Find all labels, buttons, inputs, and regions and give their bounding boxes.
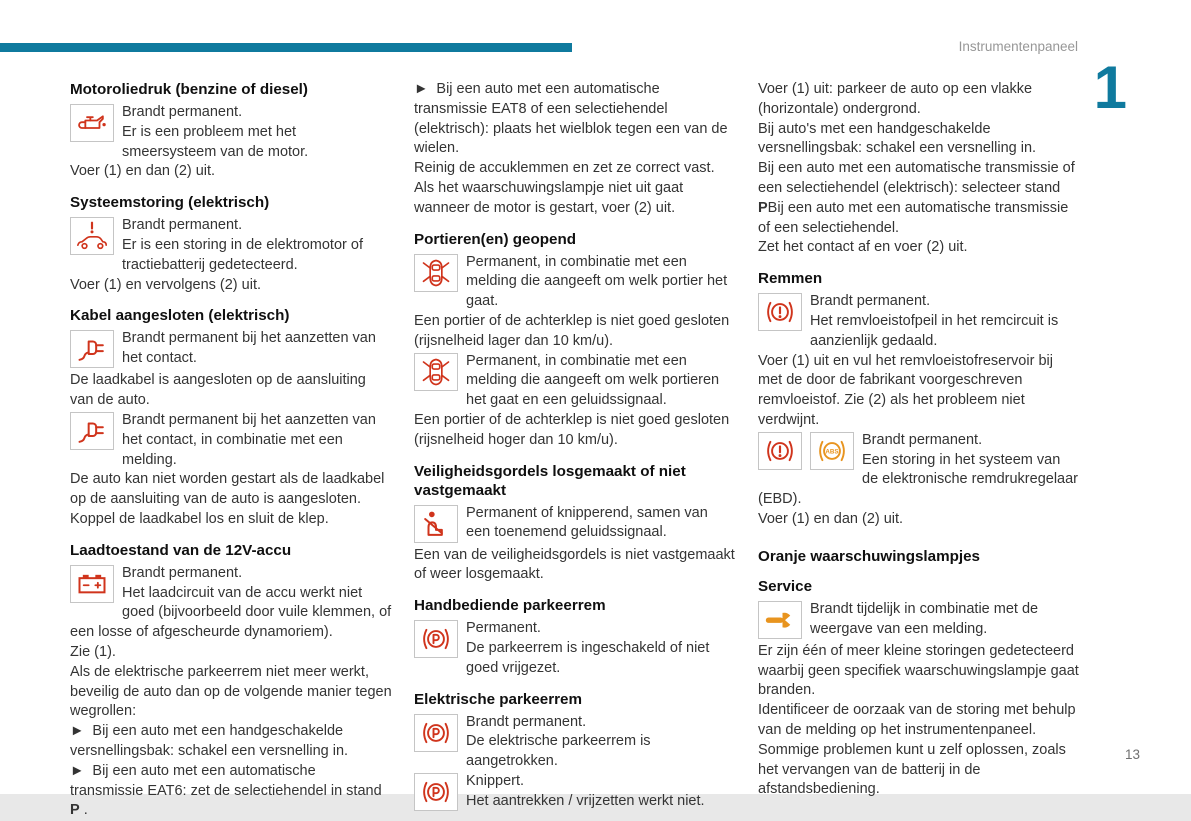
text-block xyxy=(758,80,1080,258)
text-block xyxy=(70,564,392,643)
text-block xyxy=(414,312,736,352)
text-block xyxy=(70,329,392,369)
text-block xyxy=(758,431,1080,510)
paragraph-text: Brandt permanent bij het aanzetten van het contact. xyxy=(122,330,376,367)
section-heading: Motoroliedruk (benzine of diesel) xyxy=(70,81,308,98)
text-block xyxy=(414,504,736,544)
svg-text:ABS: ABS xyxy=(825,448,839,456)
text-block xyxy=(70,371,392,411)
battery-charge-icon xyxy=(70,565,114,603)
section-heading: Handbediende parkeerrem xyxy=(414,597,606,615)
text-block xyxy=(414,546,736,586)
door-open-icon xyxy=(414,254,458,292)
text-block xyxy=(70,643,392,821)
text-block xyxy=(70,276,392,296)
paragraph-text: Voer (1) uit en vul het remvloeistofreservoir bij met de door de fabrikant voorgeschreven remvloeistof. Zie (2) als het probleem niet verdwijnt. xyxy=(758,352,1053,428)
text-block xyxy=(414,80,736,219)
text-block xyxy=(70,411,392,470)
text-block xyxy=(70,470,392,529)
paragraph-text: Een van de veiligheidsgordels is niet vastgemaakt of weer losgemaakt. xyxy=(414,546,735,583)
text-block xyxy=(758,352,1080,431)
text-column xyxy=(70,80,392,821)
paragraph-text: De auto kan niet worden gestart als de laadkabel op de aansluiting van de auto is aangesloten. Koppel de laadkabel los en sluit de klep. xyxy=(70,471,385,527)
paragraph-text: Een portier of de achterklep is niet goed gesloten (rijsnelheid hoger dan 10 km/u). xyxy=(414,411,730,448)
section-heading: Elektrische parkeerrem xyxy=(414,690,583,708)
parking-brake-icon xyxy=(414,714,458,752)
parking-brake-icon xyxy=(414,773,458,811)
brake-warning-icon xyxy=(758,432,802,470)
text-block xyxy=(414,352,736,411)
paragraph-text: Voer (1) en dan (2) uit. xyxy=(70,163,216,180)
paragraph-text: Permanent, in combinatie met een melding die aangeeft om welk portieren het gaat en een geluidssignaal. xyxy=(466,352,720,409)
page-number: 13 xyxy=(1124,747,1140,762)
ev-system-fault-icon xyxy=(70,217,114,255)
charging-cable-icon xyxy=(70,412,114,450)
abs-icon xyxy=(810,432,854,470)
paragraph-text: Brandt permanent. Het laadcircuit van de accu werkt niet goed (bijvoorbeeld door vuile klemmen, of een losse of afgescheurde dynamoriem). xyxy=(70,564,392,641)
section-heading: Portieren(en) geopend xyxy=(414,230,577,248)
columns xyxy=(70,80,1082,821)
paragraph-text: ► Bij een auto met een automatische transmissie EAT8 of een selectiehendel (elektrisch): plaats het wielblok tegen een van de wielen. Reinig de accuklemmen en zet ze correct vast. Als het waarschuwingslampje niet uit gaat wanneer de motor is gestart, voer (2) uit. xyxy=(414,81,728,216)
paragraph-text: Permanent of knipperend, samen van een toenemend geluidssignaal. xyxy=(466,504,708,541)
paragraph-text: Permanent, in combinatie met een melding die aangeeft om welk portier het gaat. xyxy=(466,253,728,310)
section-heading: Laadtoestand van de 12V-accu xyxy=(70,541,292,559)
seatbelt-icon xyxy=(414,505,458,543)
section-heading: Systeemstoring (elektrisch) xyxy=(70,194,270,212)
paragraph-text: De laadkabel is aangesloten op de aansluiting van de auto. xyxy=(70,372,366,409)
text-block xyxy=(414,772,736,812)
paragraph-text: Voer (1) uit: parkeer de auto op een vlakke (horizontale) ondergrond. Bij auto's met een handgeschakelde versnellingsbak: schakel een versnelling in. Bij een auto met een automatische transmissie of een selectiehendel (elektrisch): selecteer stand PBij een auto met een automatische transmissie of een selectiehendel. Zet het contact af en voer (2) uit. xyxy=(758,81,1075,256)
brake-warning-icon xyxy=(758,293,802,331)
paragraph-text: Knippert. Het aantrekken / vrijzetten werkt niet. xyxy=(466,772,705,809)
text-block xyxy=(758,292,1080,351)
door-open-icon xyxy=(414,353,458,391)
text-block xyxy=(70,162,392,182)
group-heading: Oranje waarschuwingslampjes xyxy=(758,547,980,565)
text-block xyxy=(758,600,1080,640)
text-block xyxy=(70,216,392,275)
text-block xyxy=(758,510,1080,530)
paragraph-text: Brandt permanent. Er is een storing in de elektromotor of tractiebatterij gedetecteerd. xyxy=(122,217,363,273)
section-heading: Service xyxy=(758,577,813,595)
text-block xyxy=(414,619,736,678)
paragraph-text: Brandt permanent. De elektrische parkeerrem is aangetrokken. xyxy=(466,713,651,770)
text-block xyxy=(414,713,736,772)
paragraph-text: Brandt permanent. Het remvloeistofpeil in het remcircuit is aanzienlijk gedaald. xyxy=(810,293,1059,349)
text-block xyxy=(70,103,392,162)
paragraph-text: Brandt tijdelijk in combinatie met de weergave van een melding. xyxy=(810,600,1039,637)
paragraph-text: Brandt permanent bij het aanzetten van het contact, in combinatie met een melding. xyxy=(122,411,376,468)
paragraph-text: Voer (1) en dan (2) uit. xyxy=(758,510,904,527)
section-heading: Veiligheidsgordels losgemaakt of niet vastgemaakt xyxy=(414,462,686,499)
paragraph-text: Een portier of de achterklep is niet goed gesloten (rijsnelheid lager dan 10 km/u). xyxy=(414,312,730,349)
running-header: Instrumentenpaneel xyxy=(958,39,1078,54)
parking-brake-icon xyxy=(414,620,458,658)
service-wrench-icon xyxy=(758,601,802,639)
charging-cable-icon xyxy=(70,330,114,368)
text-column xyxy=(414,80,736,821)
text-block xyxy=(414,253,736,312)
text-column xyxy=(758,80,1080,821)
chapter-number: 1 xyxy=(1093,54,1125,121)
paragraph-text: Zie (1). Als de elektrische parkeerrem niet meer werkt, beveilig de auto dan op de volgende manier tegen wegrollen: ► Bij een auto met een handgeschakelde versnellingsbak: schakel een versnelling in. ► Bij een auto met een automatische transmissie EAT6: zet de selectiehendel in stand P . xyxy=(70,643,392,819)
section-heading: Remmen xyxy=(758,270,823,288)
text-block xyxy=(758,642,1080,800)
paragraph-text: Voer (1) en vervolgens (2) uit. xyxy=(70,276,262,293)
paragraph-text: Permanent. De parkeerrem is ingeschakeld of niet goed vrijgezet. xyxy=(466,620,710,676)
paragraph-text: Brandt permanent. Er is een probleem met het smeersysteem van de motor. xyxy=(122,104,309,160)
text-block xyxy=(414,411,736,451)
section-heading: Kabel aangesloten (elektrisch) xyxy=(70,307,290,325)
oil-pressure-icon xyxy=(70,104,114,142)
paragraph-text: Er zijn één of meer kleine storingen gedetecteerd waarbij geen specifiek waarschuwingslampje gaat branden. Identificeer de oorzaak van de storing met behulp van de melding op het instrumentenpaneel. Sommige problemen kunt u zelf oplossen, zoals het vervangen van de batterij in de afstandsbediening. xyxy=(758,642,1079,798)
accent-bar xyxy=(0,43,572,52)
paragraph-text: Brandt permanent. Een storing in het systeem van de elektronische remdrukregelaar (EBD). xyxy=(758,431,1078,508)
